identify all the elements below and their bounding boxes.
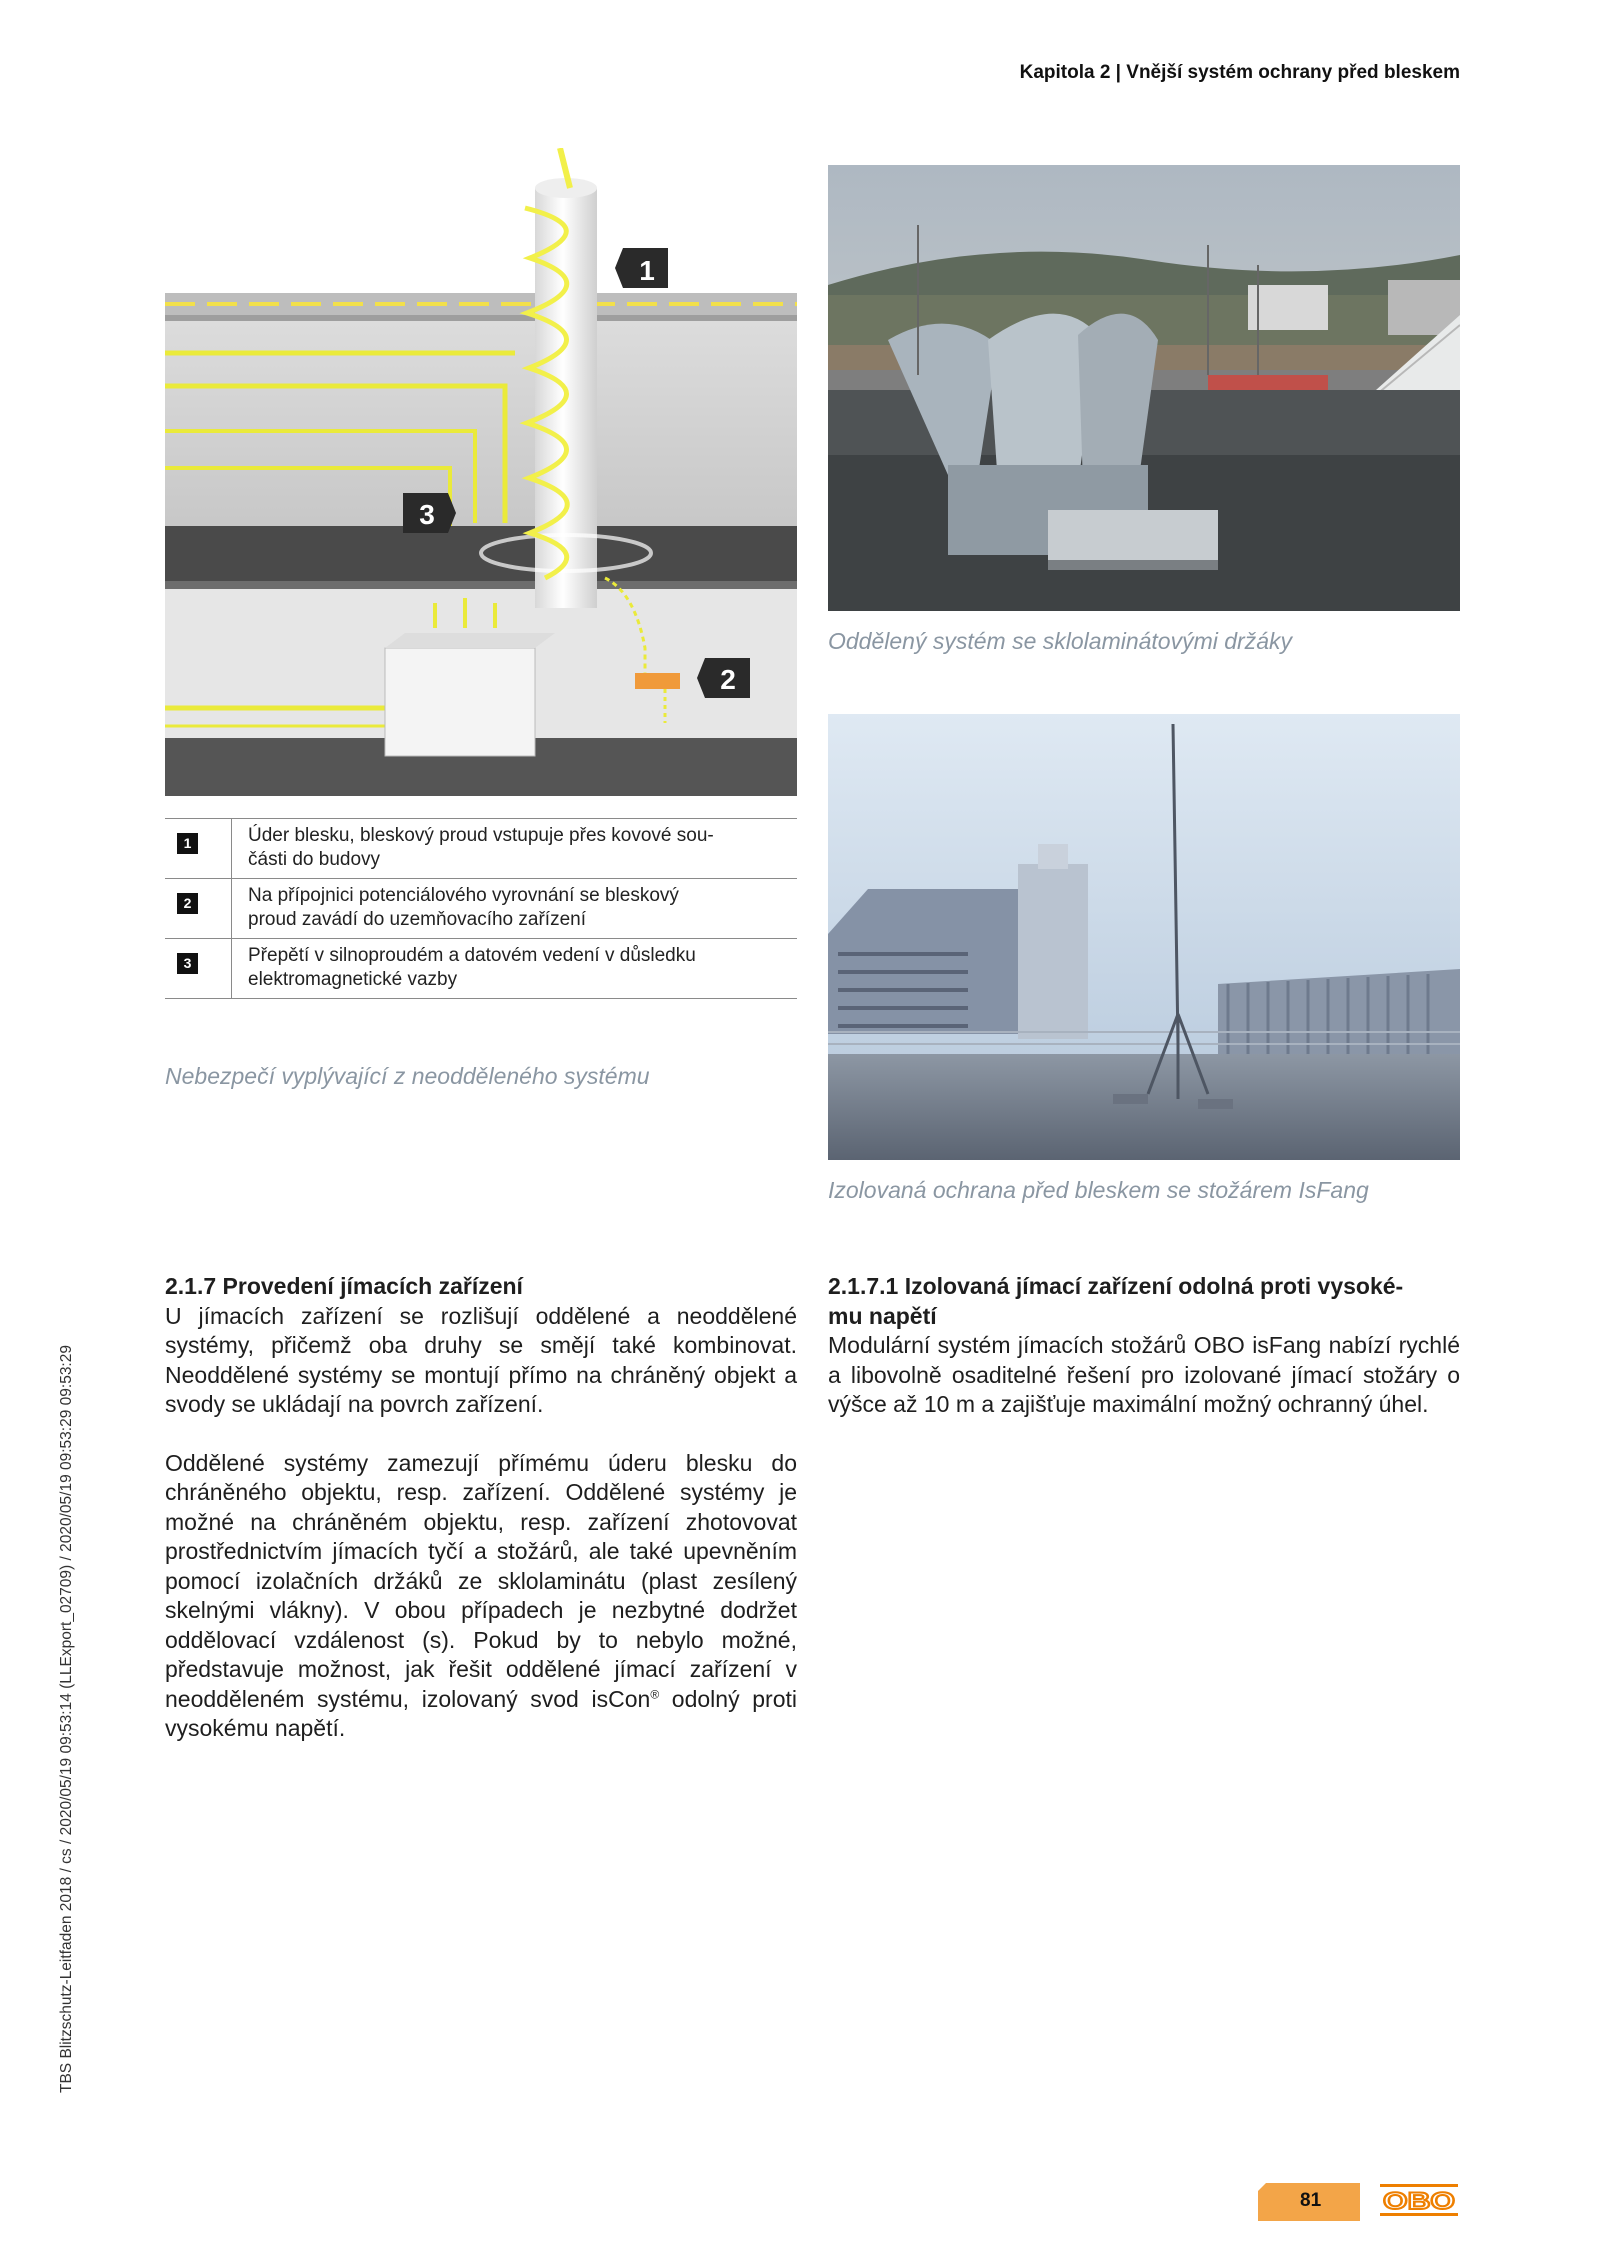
photo-isfang-mast (828, 714, 1460, 1160)
legend-text-line: Přepětí v silnoproudém a datovém vedení v důsledku (248, 945, 696, 966)
section-paragraph-2: Oddělené systémy zamezují přímému úderu blesku do chráněného objektu, resp. zařízení. Oddělené systémy je možné na chráněném objektu, resp. zařízení zhotovovat prostřednictvím jímacích tyčí a stožárů, ale také upevněním pomocí izolačních držáků ze sklolaminátu (plast zesílený skelnými vlákny). V obou případech je nezbytné dodržet oddělovací vzdálenost (s). Pokud by to nebylo možné, představuje možnost, jak řešit oddělené jímací zařízení v neodděleném systému, izolovaný svod isCon® odolný proti vysokému napětí. (165, 1449, 797, 1741)
legend-row (165, 819, 797, 879)
svg-text:2: 2 (720, 664, 736, 695)
photo-bottom-caption: Izolovaná ochrana před bleskem se stožárem IsFang (828, 1177, 1369, 1203)
legend-text-line: Úder blesku, bleskový proud vstupuje přes kovové sou- (248, 825, 714, 846)
section-2-1-7-1 (828, 1272, 1460, 1420)
photo-isolated-system-fiberglass-holders (828, 165, 1460, 611)
section-heading: 2.1.7 Provedení jímacích zařízení (165, 1273, 523, 1299)
chapter-header: Kapitola 2 | Vnější systém ochrany před bleskem (1019, 62, 1460, 83)
diagram-caption: Nebezpečí vyplývající z neodděleného systému (165, 1063, 650, 1089)
section-2-1-7 (165, 1272, 797, 1744)
legend-text-line: elektromagnetické vazby (248, 969, 458, 990)
legend-number: 1 (177, 833, 198, 854)
svg-text:1: 1 (639, 255, 655, 286)
page-number: 81 (1300, 2190, 1322, 2211)
legend-row (165, 939, 797, 999)
legend-number: 2 (177, 893, 198, 914)
svg-text:OBO: OBO (1383, 2188, 1455, 2215)
legend-text-line: části do budovy (248, 849, 381, 870)
diagram-badge-2 (697, 658, 750, 698)
legend-text-line: proud zavádí do uzemňovacího zařízení (248, 909, 586, 930)
diagram-legend (165, 818, 797, 999)
section-heading: 2.1.7.1 Izolovaná jímací zařízení odolná proti vysoké- mu napětí (828, 1273, 1404, 1329)
legend-number: 3 (177, 953, 198, 974)
print-metadata-side-text: TBS Blitzschutz-Leitfaden 2018 / cs / 2020/05/19 09:53:14 (LLExport_02709) / 2020/05/19 09:53:29 09:53:29 (58, 1345, 75, 2093)
diagram-badge-1 (615, 248, 668, 288)
svg-text:3: 3 (419, 499, 435, 530)
legend-row (165, 879, 797, 939)
diagram-non-isolated-system (165, 148, 797, 796)
section-paragraph-1: U jímacích zařízení se rozlišují oddělené a neoddělené systémy, přičemž oba druhy se smějí také kombinovat. Neoddělené systémy se montují přímo na chráněný objekt a svody se ukládají na povrch zařízení. (165, 1302, 797, 1417)
obo-logo (1380, 2184, 1458, 2216)
section-paragraph: Modulární systém jímacích stožárů OBO isFang nabízí rychlé a libovolně osaditelné řešení pro izolované jímací stožáry o výšce až 10 m a zajišťuje maximální možný ochranný úhel. (828, 1332, 1460, 1417)
diagram-badge-3 (403, 493, 456, 533)
photo-top-caption: Oddělený systém se sklolaminátovými držáky (828, 628, 1292, 654)
legend-text-line: Na přípojnici potenciálového vyrovnání se bleskový (248, 885, 679, 906)
